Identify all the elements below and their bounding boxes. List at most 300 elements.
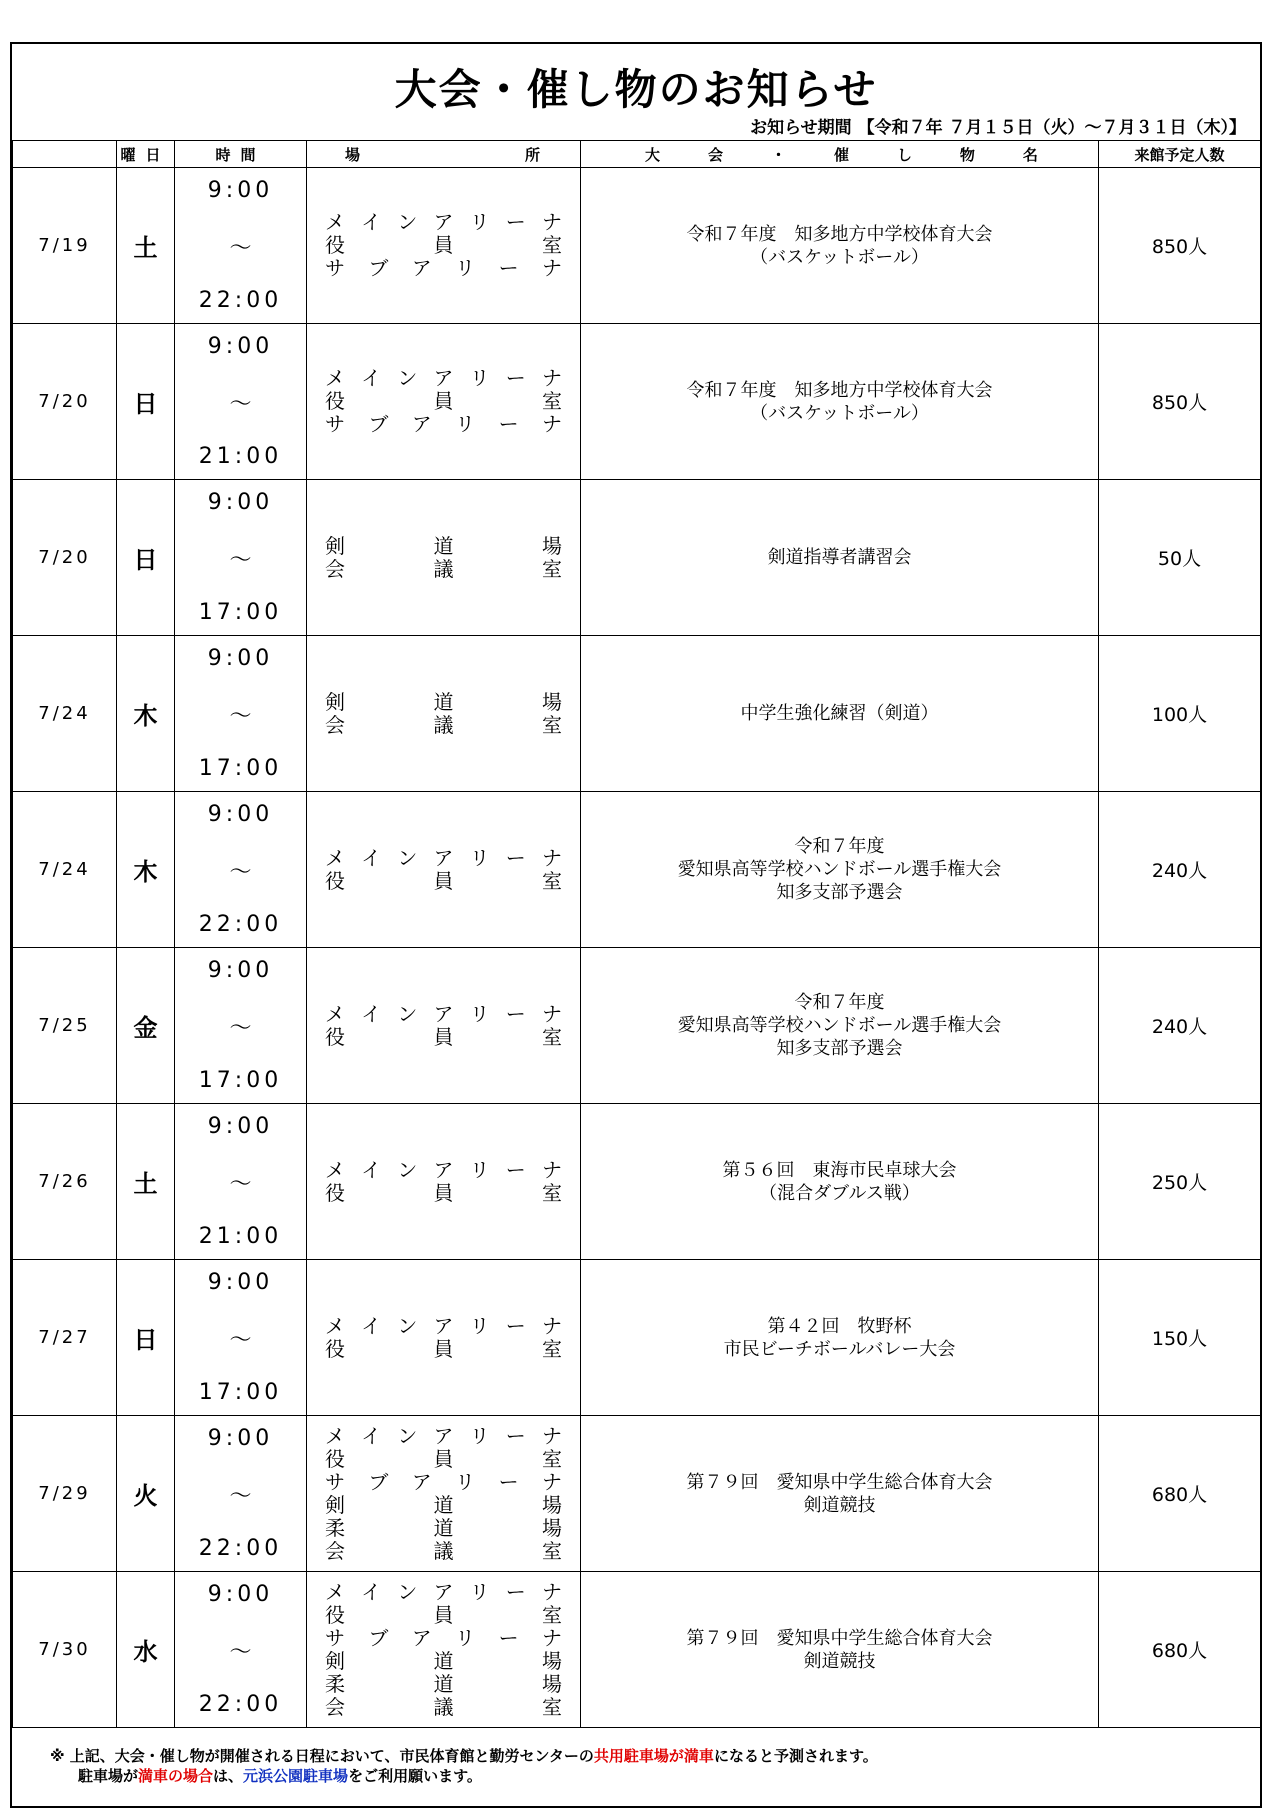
venue-char: サ	[325, 256, 345, 280]
event-date: 7/25	[13, 948, 117, 1104]
venue-char: 道	[433, 1671, 454, 1696]
venue-name	[325, 211, 562, 234]
event-day-of-week: 木	[117, 636, 175, 792]
end-time: 17:00	[198, 1068, 283, 1093]
venue-char: 員	[433, 389, 454, 413]
venue-char: 道	[433, 533, 454, 558]
venue-char: 室	[542, 868, 562, 893]
venue-name	[325, 1425, 562, 1448]
venue-name	[325, 535, 562, 558]
table-row	[13, 948, 1261, 1104]
time-range-tilde: ～	[229, 548, 252, 573]
venue-char: メ	[325, 366, 345, 390]
venue-char: 役	[325, 868, 345, 893]
venue-char: イ	[361, 1313, 382, 1338]
venue-char: 室	[542, 233, 562, 257]
venue-char: 剣	[325, 1648, 345, 1673]
venue-name	[325, 390, 562, 413]
venue-char: ン	[397, 1313, 418, 1338]
header-place-char: 場	[345, 145, 361, 164]
venue-char: 柔	[325, 1515, 345, 1540]
end-time: 22:00	[198, 912, 283, 937]
start-time: 9:00	[207, 802, 274, 827]
event-venues	[307, 168, 581, 324]
event-name-line: 第４２回 牧野杯	[767, 1315, 912, 1337]
event-name	[581, 168, 1099, 324]
venue-char: 役	[325, 389, 345, 413]
venue-name	[325, 1604, 562, 1627]
table-row	[13, 792, 1261, 948]
venue-char: 員	[433, 233, 454, 257]
note-line-1	[50, 1746, 878, 1766]
venue-char: ナ	[541, 210, 562, 234]
expected-attendance: 50人	[1099, 480, 1261, 636]
event-name	[581, 1416, 1099, 1572]
header-count: 来館予定人数	[1099, 141, 1261, 168]
venue-char: リ	[455, 256, 476, 280]
table-row	[13, 168, 1261, 324]
venue-char: ン	[397, 845, 418, 870]
venue-char: 役	[325, 1602, 345, 1627]
venue-char: リ	[455, 412, 476, 436]
event-date: 7/24	[13, 636, 117, 792]
venue-char: ア	[433, 210, 454, 234]
event-time	[175, 636, 307, 792]
venue-list	[307, 1315, 580, 1361]
venue-char: ア	[433, 366, 454, 390]
venue-name	[325, 1696, 562, 1719]
venue-char: 会	[325, 712, 345, 737]
venue-name	[325, 1338, 562, 1361]
event-name	[581, 948, 1099, 1104]
venue-char: 員	[433, 1336, 454, 1361]
venue-char: 室	[542, 556, 562, 581]
venue-char: メ	[325, 1157, 345, 1182]
note-segment: 満車の場合	[138, 1767, 214, 1785]
venue-char: 道	[433, 1515, 454, 1540]
venue-char: リ	[455, 1625, 476, 1650]
header-event-char: ・	[770, 145, 786, 164]
venue-char: 会	[325, 556, 345, 581]
event-name	[581, 480, 1099, 636]
event-venues	[307, 480, 581, 636]
venue-char: イ	[361, 366, 382, 390]
event-name-line: 愛知県高等学校ハンドボール選手権大会	[677, 859, 1002, 880]
expected-attendance: 250人	[1099, 1104, 1261, 1260]
event-date: 7/24	[13, 792, 117, 948]
event-venues	[307, 1260, 581, 1416]
venue-char: ン	[397, 366, 418, 390]
venue-char: ナ	[541, 1423, 562, 1448]
venue-char: 議	[433, 556, 454, 581]
venue-char: ア	[433, 845, 454, 870]
venue-char: ー	[505, 366, 526, 390]
expected-attendance: 680人	[1099, 1416, 1261, 1572]
venue-char: ナ	[541, 256, 562, 280]
notice-sheet	[10, 42, 1262, 1808]
header-event-char: し	[896, 145, 912, 164]
event-time	[175, 792, 307, 948]
start-time: 9:00	[207, 646, 274, 671]
table-row	[13, 1416, 1261, 1572]
venue-list	[307, 1159, 580, 1205]
event-day-of-week: 日	[117, 480, 175, 636]
venue-name	[325, 558, 562, 581]
venue-char: メ	[325, 1001, 345, 1026]
event-venues	[307, 1416, 581, 1572]
event-name-line: 第７９回 愛知県中学生総合体育大会	[686, 1627, 993, 1649]
event-day-of-week: 日	[117, 324, 175, 480]
end-time: 22:00	[198, 1536, 283, 1561]
venue-char: リ	[469, 845, 490, 870]
expected-attendance: 850人	[1099, 168, 1261, 324]
start-time: 9:00	[207, 1114, 274, 1139]
time-range-tilde: ～	[229, 392, 252, 417]
venue-char: メ	[325, 845, 345, 870]
event-name	[581, 1260, 1099, 1416]
venue-char: 室	[542, 712, 562, 737]
venue-char: ン	[397, 1001, 418, 1026]
venue-char: 室	[542, 1538, 562, 1563]
note-segment: をご利用願います。	[348, 1767, 482, 1785]
event-name	[581, 1104, 1099, 1260]
venue-name	[325, 1471, 562, 1494]
schedule-table	[12, 140, 1261, 1728]
venue-char: ー	[505, 210, 526, 234]
venue-char: 室	[542, 1602, 562, 1627]
event-name-line: （バスケットボール）	[750, 402, 929, 424]
event-time	[175, 1572, 307, 1728]
venue-char: ー	[498, 1625, 519, 1650]
venue-char: ナ	[541, 845, 562, 870]
header-date	[13, 141, 117, 168]
venue-char: リ	[469, 1423, 490, 1448]
venue-char: 室	[542, 1694, 562, 1719]
venue-char: ー	[505, 1313, 526, 1338]
venue-char: イ	[361, 1001, 382, 1026]
venue-char: 議	[433, 1538, 454, 1563]
venue-char: メ	[325, 1423, 345, 1448]
venue-char: ブ	[368, 256, 389, 280]
venue-char: ン	[397, 1423, 418, 1448]
venue-char: ア	[411, 1625, 432, 1650]
table-header-row	[13, 141, 1261, 168]
venue-char: 場	[542, 1492, 562, 1517]
venue-name	[325, 1159, 562, 1182]
event-name-line: 中学生強化練習（剣道）	[740, 703, 939, 724]
event-name-line: 知多支部予選会	[776, 882, 903, 903]
start-time: 9:00	[207, 1270, 274, 1295]
venue-name	[325, 1026, 562, 1049]
venue-char: ナ	[541, 412, 562, 436]
venue-name	[325, 870, 562, 893]
end-time: 21:00	[198, 1224, 283, 1249]
event-date: 7/30	[13, 1572, 117, 1728]
venue-char: ン	[397, 1157, 418, 1182]
header-event-char: 名	[1022, 145, 1038, 164]
venue-name	[325, 1540, 562, 1563]
venue-char: リ	[469, 1313, 490, 1338]
venue-char: 道	[433, 689, 454, 714]
venue-char: リ	[469, 366, 490, 390]
header-place-char: 所	[524, 145, 540, 164]
event-name-line: （混合ダブルス戦）	[759, 1182, 920, 1204]
time-range-tilde: ～	[229, 1328, 252, 1353]
time-range-tilde: ～	[229, 1016, 252, 1041]
venue-char: ナ	[541, 1579, 562, 1604]
venue-char: 役	[325, 233, 345, 257]
venue-char: ア	[433, 1313, 454, 1338]
event-day-of-week: 金	[117, 948, 175, 1104]
table-row	[13, 324, 1261, 480]
venue-name	[325, 1003, 562, 1026]
venue-char: 室	[542, 1446, 562, 1471]
end-time: 22:00	[198, 288, 283, 313]
end-time: 17:00	[198, 600, 283, 625]
start-time: 9:00	[207, 1582, 274, 1607]
table-row	[13, 480, 1261, 636]
expected-attendance: 150人	[1099, 1260, 1261, 1416]
venue-char: 剣	[325, 689, 345, 714]
event-day-of-week: 日	[117, 1260, 175, 1416]
event-name-line: 市民ビーチボールバレー大会	[723, 1338, 956, 1360]
note-segment: 駐車場が	[78, 1767, 139, 1785]
venue-name	[325, 1494, 562, 1517]
page-title: 大会・催し物のお知らせ	[394, 65, 878, 114]
venue-char: ア	[433, 1423, 454, 1448]
event-name-line: 剣道競技	[803, 1494, 876, 1516]
event-name-line: （バスケットボール）	[750, 246, 929, 268]
venue-char: ナ	[541, 366, 562, 390]
notice-period: お知らせ期間 【令和７年 ７月１５日（火）～７月３１日（木）】	[750, 118, 1246, 138]
venue-list	[307, 1581, 580, 1719]
table-row	[13, 636, 1261, 792]
header-place	[307, 141, 581, 168]
event-name-line: 剣道競技	[803, 1650, 876, 1672]
time-range-tilde: ～	[229, 1484, 252, 1509]
venue-char: ー	[498, 1469, 519, 1494]
event-venues	[307, 792, 581, 948]
event-venues	[307, 948, 581, 1104]
event-time	[175, 168, 307, 324]
venue-name	[325, 1448, 562, 1471]
table-row	[13, 1104, 1261, 1260]
event-date: 7/29	[13, 1416, 117, 1572]
venue-char: ー	[505, 1579, 526, 1604]
event-time	[175, 1104, 307, 1260]
venue-char: リ	[469, 210, 490, 234]
venue-char: 室	[542, 389, 562, 413]
note-segment: 共用駐車場が満車	[593, 1747, 714, 1765]
header-event-char: 大	[645, 145, 661, 164]
time-range-tilde: ～	[229, 236, 252, 261]
event-name-line: 第７９回 愛知県中学生総合体育大会	[686, 1471, 993, 1493]
venue-char: 役	[325, 1024, 345, 1049]
venue-char: 役	[325, 1336, 345, 1361]
event-time	[175, 324, 307, 480]
venue-list	[307, 691, 580, 737]
venue-char: ア	[411, 1469, 432, 1494]
time-range-tilde: ～	[229, 704, 252, 729]
venue-char: ン	[397, 1579, 418, 1604]
event-day-of-week: 火	[117, 1416, 175, 1572]
venue-name	[325, 1673, 562, 1696]
venue-name	[325, 847, 562, 870]
event-name	[581, 792, 1099, 948]
venue-char: 場	[542, 689, 562, 714]
venue-char: リ	[469, 1001, 490, 1026]
event-time	[175, 1260, 307, 1416]
venue-list	[307, 535, 580, 581]
venue-char: 員	[433, 1446, 454, 1471]
venue-name	[325, 367, 562, 390]
event-name-line: 第５６回 東海市民卓球大会	[722, 1159, 957, 1181]
event-day-of-week: 水	[117, 1572, 175, 1728]
venue-char: 員	[433, 868, 454, 893]
event-venues	[307, 1572, 581, 1728]
venue-list	[307, 847, 580, 893]
start-time: 9:00	[207, 178, 274, 203]
venue-name	[325, 257, 562, 280]
event-time	[175, 480, 307, 636]
venue-char: 柔	[325, 1671, 345, 1696]
expected-attendance: 850人	[1099, 324, 1261, 480]
venue-char: ブ	[368, 412, 389, 436]
venue-name	[325, 1581, 562, 1604]
venue-char: イ	[361, 1579, 382, 1604]
venue-char: 剣	[325, 1492, 345, 1517]
expected-attendance: 680人	[1099, 1572, 1261, 1728]
venue-name	[325, 691, 562, 714]
event-date: 7/20	[13, 324, 117, 480]
event-date: 7/27	[13, 1260, 117, 1416]
venue-char: ア	[433, 1579, 454, 1604]
venue-char: ー	[505, 1157, 526, 1182]
event-date: 7/19	[13, 168, 117, 324]
event-day-of-week: 土	[117, 1104, 175, 1260]
venue-char: リ	[469, 1579, 490, 1604]
event-day-of-week: 木	[117, 792, 175, 948]
venue-char: 場	[542, 1515, 562, 1540]
expected-attendance: 100人	[1099, 636, 1261, 792]
venue-char: 員	[433, 1602, 454, 1627]
venue-name	[325, 234, 562, 257]
venue-char: イ	[361, 210, 382, 234]
event-venues	[307, 1104, 581, 1260]
venue-char: イ	[361, 1423, 382, 1448]
venue-char: ー	[498, 412, 519, 436]
venue-char: 役	[325, 1446, 345, 1471]
end-time: 17:00	[198, 756, 283, 781]
venue-char: 剣	[325, 533, 345, 558]
venue-char: ー	[505, 1001, 526, 1026]
venue-char: サ	[325, 412, 345, 436]
venue-char: ア	[433, 1001, 454, 1026]
venue-list	[307, 367, 580, 436]
event-name-line: 愛知県高等学校ハンドボール選手権大会	[677, 1015, 1002, 1036]
venue-name	[325, 1517, 562, 1540]
venue-name	[325, 413, 562, 436]
venue-name	[325, 714, 562, 737]
venue-char: 役	[325, 1180, 345, 1205]
venue-char: 道	[433, 1648, 454, 1673]
event-name	[581, 636, 1099, 792]
venue-char: ア	[411, 256, 432, 280]
header-event-char: 催	[833, 145, 849, 164]
venue-char: ナ	[541, 1469, 562, 1494]
event-time	[175, 1416, 307, 1572]
parking-notes	[50, 1746, 878, 1786]
end-time: 21:00	[198, 444, 283, 469]
event-name	[581, 1572, 1099, 1728]
venue-char: ナ	[541, 1313, 562, 1338]
event-venues	[307, 324, 581, 480]
expected-attendance: 240人	[1099, 948, 1261, 1104]
venue-char: 議	[433, 712, 454, 737]
header-event-char: 会	[707, 145, 723, 164]
end-time: 22:00	[198, 1692, 283, 1717]
venue-char: イ	[361, 1157, 382, 1182]
venue-char: 議	[433, 1694, 454, 1719]
venue-char: ー	[505, 845, 526, 870]
event-time	[175, 948, 307, 1104]
venue-list	[307, 1003, 580, 1049]
venue-char: 員	[433, 1180, 454, 1205]
note-segment: は、	[213, 1767, 244, 1785]
venue-char: 員	[433, 1024, 454, 1049]
venue-char: イ	[361, 845, 382, 870]
venue-name	[325, 1182, 562, 1205]
venue-char: メ	[325, 210, 345, 234]
start-time: 9:00	[207, 334, 274, 359]
venue-char: リ	[469, 1157, 490, 1182]
start-time: 9:00	[207, 958, 274, 983]
venue-char: 場	[542, 1671, 562, 1696]
venue-char: 場	[542, 1648, 562, 1673]
event-name-line: 令和７年度	[794, 836, 885, 857]
venue-list	[307, 1425, 580, 1563]
time-range-tilde: ～	[229, 1640, 252, 1665]
venue-char: ア	[433, 1157, 454, 1182]
event-name-line: 知多支部予選会	[776, 1038, 903, 1059]
venue-char: ナ	[541, 1625, 562, 1650]
header-dow: 曜日	[117, 141, 175, 168]
event-name	[581, 324, 1099, 480]
venue-char: ア	[411, 412, 432, 436]
venue-char: ナ	[541, 1157, 562, 1182]
start-time: 9:00	[207, 490, 274, 515]
note-segment: ※ 上記、大会・催し物が開催される日程において、市民体育館と勤労センターの	[50, 1747, 594, 1765]
event-name-line: 令和７年度 知多地方中学校体育大会	[686, 223, 993, 245]
event-day-of-week: 土	[117, 168, 175, 324]
venue-char: ナ	[541, 1001, 562, 1026]
venue-char: 場	[542, 533, 562, 558]
event-date: 7/20	[13, 480, 117, 636]
venue-char: 室	[542, 1336, 562, 1361]
header-event-char: 物	[959, 145, 975, 164]
venue-list	[307, 211, 580, 280]
venue-name	[325, 1315, 562, 1338]
event-venues	[307, 636, 581, 792]
note-line-2	[50, 1766, 878, 1786]
venue-char: ー	[498, 256, 519, 280]
event-name-line: 剣道指導者講習会	[767, 547, 912, 568]
header-event	[581, 141, 1099, 168]
venue-char: 会	[325, 1538, 345, 1563]
event-date: 7/26	[13, 1104, 117, 1260]
venue-char: 会	[325, 1694, 345, 1719]
venue-name	[325, 1650, 562, 1673]
